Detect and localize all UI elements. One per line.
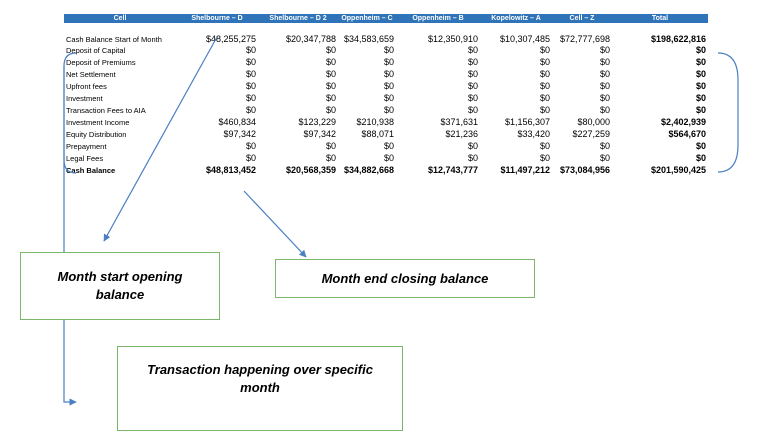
value-cell[interactable]: $0 <box>599 105 610 115</box>
value-cell[interactable]: $0 <box>245 105 256 115</box>
value-cell[interactable]: $0 <box>245 69 256 79</box>
value-cell[interactable]: $0 <box>539 141 550 151</box>
value-cell[interactable]: $123,229 <box>298 117 336 127</box>
column-header-kopelowitz-a[interactable]: Kopelowitz – A <box>480 14 552 23</box>
value-cell[interactable]: $0 <box>383 105 394 115</box>
value-cell[interactable]: $0 <box>467 105 478 115</box>
value-cell[interactable]: $88,071 <box>361 129 394 139</box>
row-label[interactable]: Investment Income <box>66 117 130 127</box>
value-cell[interactable]: $48,813,452 <box>205 165 256 175</box>
row-label[interactable]: Equity Distribution <box>66 129 127 139</box>
value-cell[interactable]: $21,236 <box>445 129 478 139</box>
value-cell[interactable]: $0 <box>467 81 478 91</box>
value-cell[interactable]: $0 <box>599 153 610 163</box>
value-cell[interactable]: $10,307,485 <box>499 34 550 44</box>
value-cell[interactable]: $0 <box>383 153 394 163</box>
closing-balance-text: Month end closing balance <box>321 270 489 286</box>
row-label[interactable]: Deposit of Premiums <box>66 57 136 67</box>
value-cell[interactable]: $12,743,777 <box>427 165 478 175</box>
total-cell[interactable]: $0 <box>695 105 706 115</box>
value-cell[interactable]: $0 <box>467 69 478 79</box>
value-cell[interactable]: $97,342 <box>303 129 336 139</box>
value-cell[interactable]: $0 <box>325 45 336 55</box>
value-cell[interactable]: $371,631 <box>440 117 478 127</box>
total-cell[interactable]: $0 <box>695 69 706 79</box>
value-cell[interactable]: $0 <box>599 93 610 103</box>
value-cell[interactable]: $0 <box>325 153 336 163</box>
value-cell[interactable]: $0 <box>467 153 478 163</box>
value-cell[interactable]: $0 <box>539 57 550 67</box>
value-cell[interactable]: $0 <box>245 153 256 163</box>
value-cell[interactable]: $0 <box>325 93 336 103</box>
value-cell[interactable]: $460,834 <box>218 117 256 127</box>
value-cell[interactable]: $0 <box>539 69 550 79</box>
total-cell[interactable]: $2,402,939 <box>660 117 706 127</box>
total-cell[interactable]: $564,670 <box>668 129 706 139</box>
total-cell[interactable]: $0 <box>695 57 706 67</box>
value-cell[interactable]: $0 <box>539 45 550 55</box>
column-header-oppenheim-b[interactable]: Oppenheim – B <box>396 14 480 23</box>
value-cell[interactable]: $1,156,307 <box>504 117 550 127</box>
value-cell[interactable]: $0 <box>245 141 256 151</box>
value-cell[interactable]: $0 <box>599 69 610 79</box>
value-cell[interactable]: $0 <box>539 81 550 91</box>
column-header-cell[interactable]: Cell <box>64 14 176 23</box>
value-cell[interactable]: $0 <box>467 57 478 67</box>
opening-balance-arrow <box>104 37 217 241</box>
column-header-cell-z[interactable]: Cell – Z <box>552 14 612 23</box>
column-header-total[interactable]: Total <box>612 14 708 23</box>
row-label[interactable]: Deposit of Capital <box>66 45 126 55</box>
value-cell[interactable]: $0 <box>325 69 336 79</box>
value-cell[interactable]: $80,000 <box>577 117 610 127</box>
value-cell[interactable]: $0 <box>599 81 610 91</box>
transaction-callout <box>117 346 403 431</box>
value-cell[interactable]: $0 <box>383 93 394 103</box>
transaction-arrow <box>64 66 76 402</box>
value-cell[interactable]: $0 <box>539 93 550 103</box>
value-cell[interactable]: $0 <box>325 105 336 115</box>
row-label[interactable]: Cash Balance Start of Month <box>66 35 162 44</box>
opening-balance-text: Month start opening balance <box>57 269 183 302</box>
value-cell[interactable]: $0 <box>325 57 336 67</box>
value-cell[interactable]: $48,255,275 <box>205 34 256 44</box>
total-cell[interactable]: $0 <box>695 45 706 55</box>
value-cell[interactable]: $0 <box>383 57 394 67</box>
row-label[interactable]: Cash Balance <box>66 165 116 175</box>
value-cell[interactable]: $0 <box>245 93 256 103</box>
transaction-bracket-left <box>64 53 76 173</box>
value-cell[interactable]: $0 <box>245 81 256 91</box>
value-cell[interactable]: $0 <box>383 141 394 151</box>
value-cell[interactable]: $227,259 <box>572 129 610 139</box>
closing-balance-arrow <box>244 191 306 257</box>
total-cell[interactable]: $0 <box>695 141 706 151</box>
value-cell[interactable]: $210,938 <box>356 117 394 127</box>
value-cell[interactable]: $0 <box>599 45 610 55</box>
value-cell[interactable]: $0 <box>245 57 256 67</box>
row-label[interactable]: Upfront fees <box>66 81 107 91</box>
value-cell[interactable]: $0 <box>383 81 394 91</box>
total-cell[interactable]: $0 <box>695 93 706 103</box>
value-cell[interactable]: $0 <box>467 141 478 151</box>
row-label[interactable]: Investment <box>66 93 103 103</box>
value-cell[interactable]: $11,497,212 <box>500 165 550 175</box>
value-cell[interactable]: $0 <box>599 141 610 151</box>
value-cell[interactable]: $20,347,788 <box>285 34 336 44</box>
total-cell[interactable]: $0 <box>695 153 706 163</box>
value-cell[interactable]: $12,350,910 <box>427 34 478 44</box>
total-cell[interactable]: $201,590,425 <box>650 165 706 175</box>
value-cell[interactable]: $34,583,659 <box>343 34 394 44</box>
value-cell[interactable]: $73,084,956 <box>559 165 610 175</box>
column-header-shelbourne-d2[interactable]: Shelbourne – D 2 <box>258 14 338 23</box>
transaction-text: Transaction happening over specific month <box>147 361 373 395</box>
column-header-oppenheim-c[interactable]: Oppenheim – C <box>338 14 396 23</box>
row-label[interactable]: Prepayment <box>66 141 107 151</box>
opening-balance-callout <box>20 252 220 320</box>
closing-balance-callout <box>275 259 535 298</box>
row-label[interactable]: Net Settlement <box>66 69 116 79</box>
value-cell[interactable]: $0 <box>383 45 394 55</box>
value-cell[interactable]: $0 <box>383 69 394 79</box>
value-cell[interactable]: $34,882,668 <box>343 165 394 175</box>
value-cell[interactable]: $33,420 <box>517 129 550 139</box>
value-cell[interactable]: $0 <box>539 153 550 163</box>
value-cell[interactable]: $0 <box>467 45 478 55</box>
value-cell[interactable]: $0 <box>325 141 336 151</box>
value-cell[interactable]: $97,342 <box>223 129 256 139</box>
value-cell[interactable]: $0 <box>467 93 478 103</box>
value-cell[interactable]: $0 <box>245 45 256 55</box>
value-cell[interactable]: $0 <box>599 57 610 67</box>
row-label[interactable]: Transaction Fees to AIA <box>66 105 146 115</box>
total-cell[interactable]: $198,622,816 <box>650 34 706 44</box>
transaction-bracket-right <box>718 53 738 172</box>
column-header-shelbourne-d[interactable]: Shelbourne – D <box>176 14 258 23</box>
row-label[interactable]: Legal Fees <box>66 153 104 163</box>
value-cell[interactable]: $20,568,359 <box>285 165 336 175</box>
value-cell[interactable]: $0 <box>325 81 336 91</box>
total-cell[interactable]: $0 <box>695 81 706 91</box>
value-cell[interactable]: $72,777,698 <box>559 34 610 44</box>
value-cell[interactable]: $0 <box>539 105 550 115</box>
